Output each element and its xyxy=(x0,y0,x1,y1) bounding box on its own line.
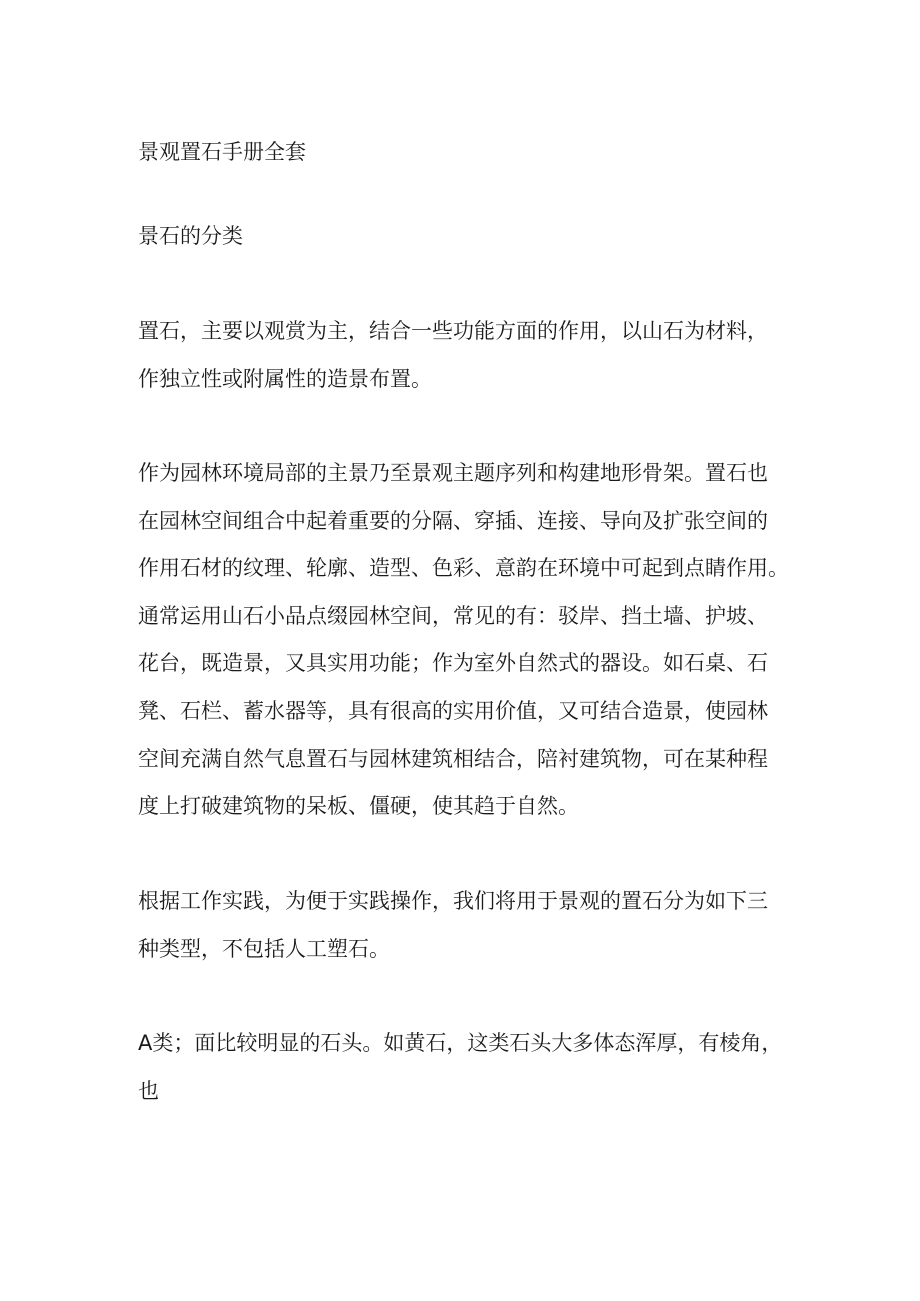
paragraph-line: 也 xyxy=(138,1078,159,1103)
paragraph-definition xyxy=(138,308,768,403)
paragraph-line: 作独立性或附属性的造景布置。 xyxy=(138,366,432,391)
document-title: 景观置石手册全套 xyxy=(138,140,306,164)
paragraph-line: 种类型，不包括人工塑石。 xyxy=(138,936,390,961)
paragraph-line: 根据工作实践，为便于实践操作，我们将用于景观的置石分为如下三 xyxy=(138,889,768,913)
paragraph-classification xyxy=(138,878,768,973)
paragraph-line: 作用石材的纹理、轮廓、造型、色彩、意韵在环境中可起到点睛作用。 xyxy=(138,556,789,581)
paragraph-type-a xyxy=(138,1020,782,1115)
paragraph-line: 花台，既造景，又具实用功能；作为室外自然式的器设。如石桌、石 xyxy=(138,651,768,676)
paragraph-line: 度上打破建筑物的呆板、僵硬，使其趋于自然。 xyxy=(138,794,579,819)
paragraph-line: 空间充满自然气息置石与园林建筑相结合，陪衬建筑物，可在某种程 xyxy=(138,746,768,771)
paragraph-line: 置石，主要以观赏为主，结合一些功能方面的作用，以山石为材料， xyxy=(138,319,768,343)
paragraph-line: 作为园林环境局部的主景乃至景观主题序列和构建地形骨架。置石也 xyxy=(138,461,768,485)
paragraph-line: A类；面比较明显的石头。如黄石，这类石头大多体态浑厚，有棱角， xyxy=(138,1031,783,1055)
paragraph-line: 凳、石栏、蓄水器等，具有很高的实用价值，又可结合造景，使园林 xyxy=(138,698,768,723)
section-heading: 景石的分类 xyxy=(138,224,243,248)
paragraph-line: 在园林空间组合中起着重要的分隔、穿插、连接、导向及扩张空间的 xyxy=(138,508,768,533)
paragraph-line: 通常运用山石小品点缀园林空间，常见的有：驳岸、挡土墙、护坡、 xyxy=(138,603,768,628)
paragraph-function xyxy=(138,450,789,831)
